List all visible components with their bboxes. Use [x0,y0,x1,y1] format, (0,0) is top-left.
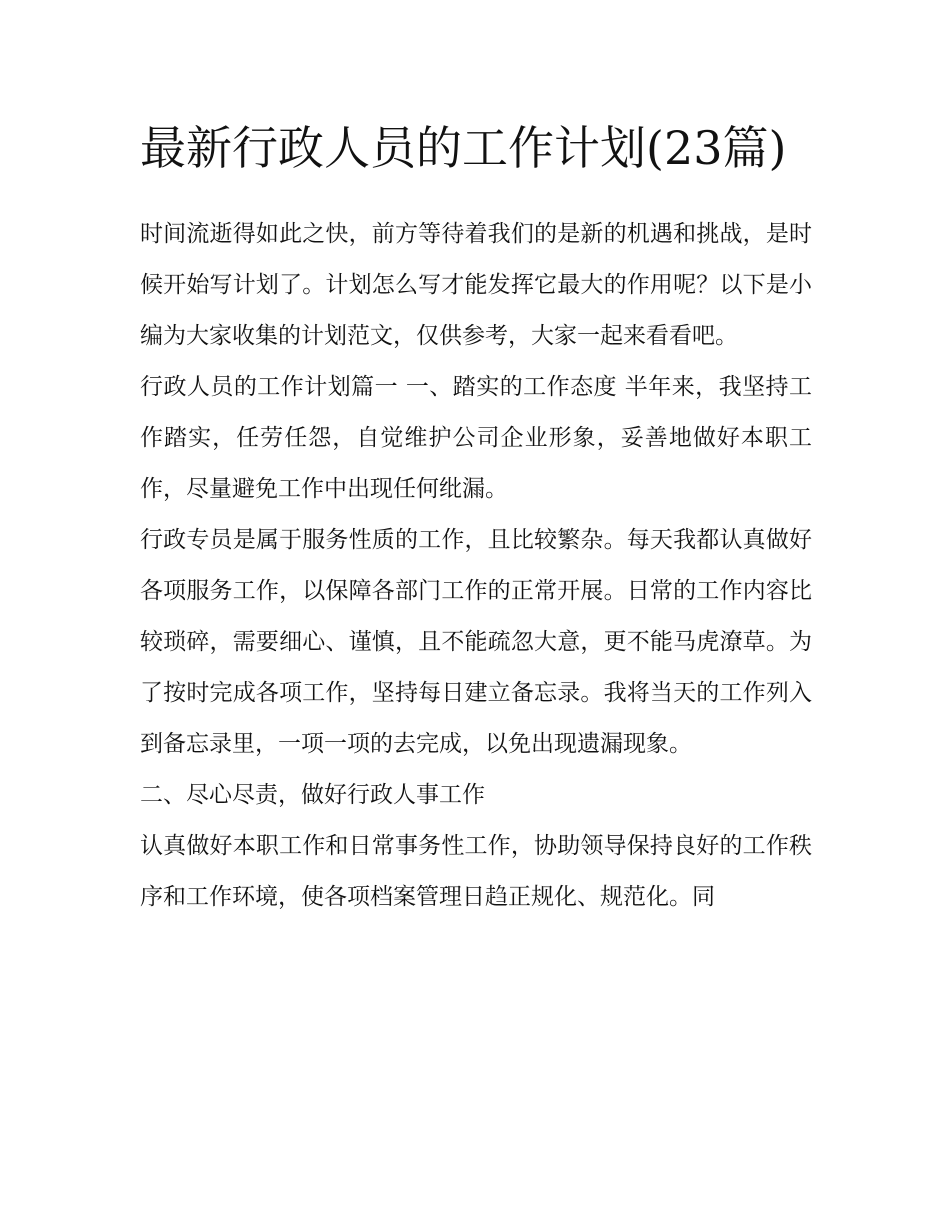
paragraph-intro: 时间流逝得如此之快，前方等待着我们的是新的机遇和挑战，是时候开始写计划了。计划怎么写才能发挥它最大的作用呢？以下是小编为大家收集的计划范文，仅供参考，大家一起来看看吧。 [140,221,812,349]
document-title: 最新行政人员的工作计划(23篇) [140,121,787,175]
paragraph-daily-affairs: 认真做好本职工作和日常事务性工作，协助领导保持良好的工作秩序和工作环境，使各项档案管理日趋正规化、规范化。同 [140,833,812,910]
paragraph-section-1: 行政人员的工作计划篇一 一、踏实的工作态度 半年来，我坚持工作踏实，任劳任怨，自觉维护公司企业形象，妥善地做好本职工作，尽量避免工作中出现任何纰漏。 [140,374,812,502]
section-heading-2: 二、尽心尽责，做好行政人事工作 [140,782,485,808]
paragraph-admin-duties: 行政专员是属于服务性质的工作，且比较繁杂。每天我都认真做好各项服务工作，以保障各部门工作的正常开展。日常的工作内容比较琐碎，需要细心、谨慎，且不能疏忽大意，更不能马虎潦草。为了按时完成各项工作，坚持每日建立备忘录。我将当天的工作列入到备忘录里，一项一项的去完成，以免出现遗漏现象。 [140,527,812,757]
document-body [140,209,812,923]
document-page [140,112,812,923]
